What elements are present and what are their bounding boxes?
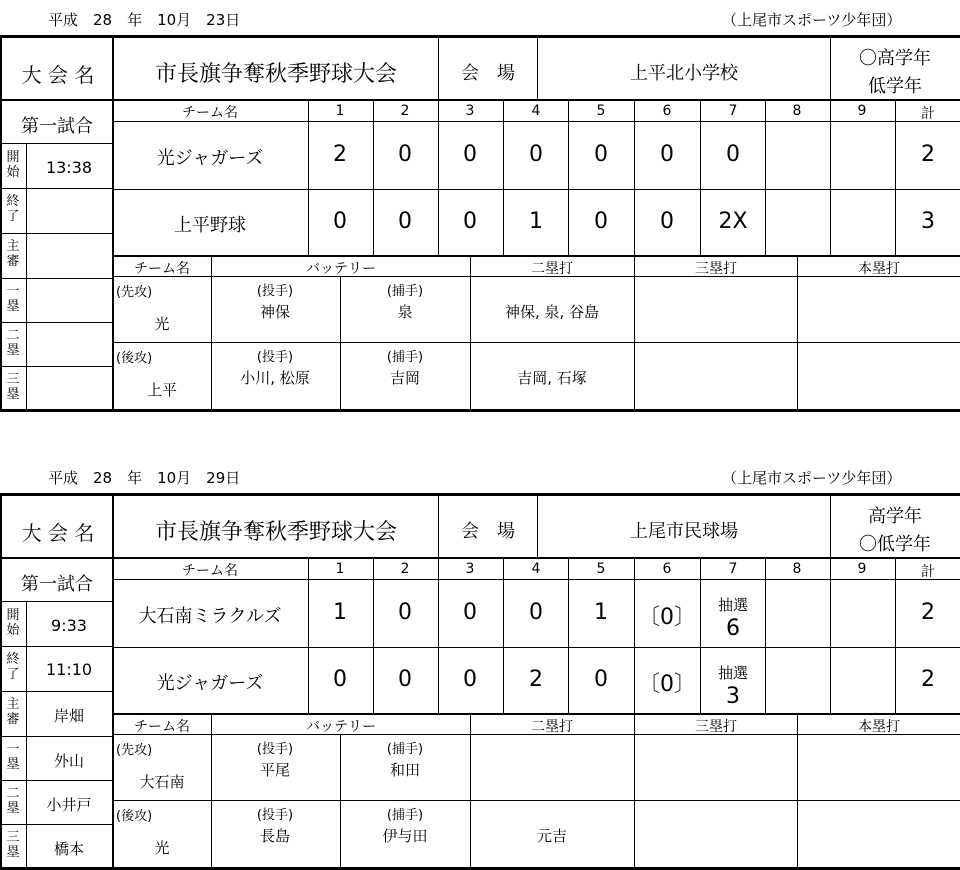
pitcher-names: 神保: [259, 303, 291, 321]
inning-score: 0: [398, 141, 412, 167]
left-sep: [0, 233, 112, 234]
total-header: 計: [921, 564, 935, 580]
lineup-team: 上平: [146, 381, 178, 399]
inning-score: 0: [463, 599, 477, 625]
inning-score: 0: [463, 208, 477, 234]
inning-score: 0: [398, 599, 412, 625]
homers-header: 本塁打: [858, 719, 900, 735]
catcher-names: 吉岡: [389, 369, 421, 387]
left-inner-divider: [26, 601, 27, 868]
lead-label: (先攻): [116, 743, 153, 758]
pitcher-label: (投手): [256, 808, 294, 823]
lineup-team: 光: [154, 839, 170, 857]
score-column-divider: [308, 559, 309, 714]
team-name: 大石南ミラクルズ: [138, 605, 282, 627]
lineup-team: 光: [154, 315, 170, 333]
inning-score: 1: [594, 599, 608, 625]
frame-left: [0, 36, 2, 410]
score-row-divider: [112, 189, 960, 190]
pitcher-names: 長島: [259, 827, 291, 845]
score-column-divider: [568, 559, 569, 714]
score-row-divider: [112, 647, 960, 648]
pitcher-names: 平尾: [259, 761, 291, 779]
detail-divider: [470, 715, 471, 868]
score-column-divider: [308, 101, 309, 256]
score-column-divider: [895, 559, 896, 714]
inning-score: 〔0〕: [638, 671, 696, 697]
score-column-divider: [700, 101, 701, 256]
venue-name: 上平北小学校: [630, 63, 738, 84]
inning-score: 0: [398, 666, 412, 692]
inning-4-header: 4: [531, 103, 541, 119]
inning-score: 0: [594, 141, 608, 167]
doubles-header: 二塁打: [531, 261, 573, 277]
inning-score: 1: [529, 208, 543, 234]
inning-1-header: 1: [335, 561, 345, 577]
follow-label: (後攻): [116, 351, 153, 366]
left-sep: [0, 188, 112, 189]
inning-score: 0: [333, 208, 347, 234]
triples-header: 三塁打: [695, 261, 737, 277]
inning-score: 0: [594, 666, 608, 692]
inning-9-header: 9: [857, 103, 867, 119]
inning-score: 0: [529, 141, 543, 167]
inning-3-header: 3: [465, 103, 475, 119]
left-sep: [0, 736, 112, 737]
inning-score: 0: [660, 208, 674, 234]
second-base-umpire-label: 二塁: [6, 328, 20, 358]
score-column-divider: [830, 101, 831, 256]
catcher-names: 伊与田: [382, 827, 428, 845]
inning-2-header: 2: [400, 561, 410, 577]
follow-label: (後攻): [116, 809, 153, 824]
score-column-divider: [634, 101, 635, 256]
lead-label: (先攻): [116, 285, 153, 300]
left-column-divider: [112, 494, 114, 868]
catcher-names: 泉: [397, 303, 413, 321]
venue-name: 上尾市民球場: [630, 521, 738, 542]
detail-divider: [340, 734, 341, 868]
end-time: 11:10: [45, 660, 93, 679]
start-label: 開始: [6, 150, 20, 180]
inning-score: 2: [529, 666, 543, 692]
doubles-players: 吉岡, 石塚: [517, 369, 587, 387]
start-time: 13:38: [45, 158, 93, 177]
detail-divider: [211, 715, 212, 868]
inning-score: 2X: [718, 208, 748, 234]
game-number-label: 第一試合: [21, 574, 93, 595]
left-sep: [0, 780, 112, 781]
chief-umpire-name: 岸畑: [53, 707, 85, 725]
score-column-divider: [765, 101, 766, 256]
pitcher-label: (投手): [256, 350, 294, 365]
team-name: 光ジャガーズ: [156, 672, 264, 694]
homers-header: 本塁打: [858, 261, 900, 277]
triples-header: 三塁打: [695, 719, 737, 735]
inning-1-header: 1: [335, 103, 345, 119]
end-label: 終了: [6, 194, 20, 224]
chief-umpire-label: 主審: [6, 239, 20, 269]
score-column-divider: [438, 101, 439, 256]
sheet-date: 平成 28 年 10月 29日: [48, 469, 241, 487]
score-column-divider: [568, 101, 569, 256]
title-divider: [830, 36, 831, 100]
inning-score: 0: [463, 666, 477, 692]
inning-score: 0: [398, 208, 412, 234]
detail-row-divider: [112, 800, 960, 801]
left-sep: [0, 646, 112, 647]
title-divider: [830, 494, 831, 558]
left-sep: [0, 278, 112, 279]
venue-label: 会 場: [461, 63, 515, 84]
score-column-divider: [373, 101, 374, 256]
end-label: 終了: [6, 652, 20, 682]
tournament-name: 市長旗争奪秋季野球大会: [154, 62, 398, 87]
total-score: 2: [921, 599, 935, 625]
score-column-divider: [503, 101, 504, 256]
start-label: 開始: [6, 608, 20, 638]
third-base-umpire-label: 三塁: [6, 830, 20, 860]
game-number-label: 第一試合: [21, 116, 93, 137]
first-base-umpire-name: 外山: [53, 752, 85, 770]
detail-divider: [797, 257, 798, 410]
inning-6-header: 6: [662, 561, 672, 577]
title-row-bottom: [0, 99, 960, 101]
title-divider: [537, 36, 538, 100]
third-base-umpire-name: 橋本: [53, 840, 85, 858]
title-divider: [537, 494, 538, 558]
inning-4-header: 4: [531, 561, 541, 577]
score-column-divider: [765, 559, 766, 714]
inning-score: 3: [726, 684, 740, 709]
catcher-label: (捕手): [386, 742, 424, 757]
inning-score: 0: [463, 141, 477, 167]
score-table-bottom: [112, 713, 960, 715]
score-header-bottom: [112, 579, 960, 580]
inning-7-header: 7: [728, 103, 738, 119]
sheet-date: 平成 28 年 10月 23日: [48, 11, 241, 29]
detail-divider: [340, 276, 341, 410]
frame-top: [0, 35, 960, 38]
score-table-bottom: [112, 255, 960, 257]
inning-score: 0: [333, 666, 347, 692]
division-lower: 〇低学年: [859, 534, 931, 555]
inning-8-header: 8: [792, 561, 802, 577]
tournament-label: 大 会 名: [21, 521, 95, 545]
first-base-umpire-label: 一塁: [6, 742, 20, 772]
title-row-bottom: [0, 557, 960, 559]
total-score: 2: [921, 141, 935, 167]
inning-2-header: 2: [400, 103, 410, 119]
left-column-divider: [112, 36, 114, 410]
second-base-umpire-name: 小井戸: [46, 796, 92, 814]
left-sep: [0, 691, 112, 692]
team-name: 上平野球: [174, 214, 246, 236]
detail-divider: [470, 257, 471, 410]
tournament-name: 市長旗争奪秋季野球大会: [154, 520, 398, 545]
lottery-label: 抽選: [717, 664, 749, 682]
title-divider: [438, 36, 439, 100]
total-score: 3: [921, 208, 935, 234]
inning-9-header: 9: [857, 561, 867, 577]
inning-score: 0: [726, 141, 740, 167]
pitcher-label: (投手): [256, 284, 294, 299]
score-column-divider: [438, 559, 439, 714]
inning-7-header: 7: [728, 561, 738, 577]
detail-divider: [634, 257, 635, 410]
score-column-divider: [700, 559, 701, 714]
inning-score: 0: [594, 208, 608, 234]
team-name-header: チーム名: [134, 261, 190, 277]
inning-8-header: 8: [792, 103, 802, 119]
inning-score: 〔0〕: [638, 604, 696, 630]
third-base-umpire-label: 三塁: [6, 372, 20, 402]
pitcher-label: (投手): [256, 742, 294, 757]
inning-score: 6: [726, 616, 740, 641]
venue-label: 会 場: [461, 521, 515, 542]
score-column-divider: [373, 559, 374, 714]
organization-name: （上尾市スポーツ少年団）: [722, 11, 902, 29]
title-divider: [438, 494, 439, 558]
detail-divider: [634, 715, 635, 868]
chief-umpire-label: 主審: [6, 697, 20, 727]
team-name-header: チーム名: [182, 563, 238, 579]
inning-3-header: 3: [465, 561, 475, 577]
score-column-divider: [895, 101, 896, 256]
inning-5-header: 5: [596, 103, 606, 119]
inning-score: 2: [333, 141, 347, 167]
frame-bottom: [0, 409, 960, 412]
catcher-label: (捕手): [386, 808, 424, 823]
detail-divider: [797, 715, 798, 868]
lottery-label: 抽選: [717, 596, 749, 614]
detail-row-divider: [112, 342, 960, 343]
catcher-label: (捕手): [386, 350, 424, 365]
doubles-players: 神保, 泉, 谷島: [504, 303, 600, 321]
total-header: 計: [921, 106, 935, 122]
frame-left: [0, 494, 2, 868]
team-name: 光ジャガーズ: [156, 147, 264, 169]
division-upper: 〇高学年: [859, 48, 931, 69]
start-time: 9:33: [51, 616, 87, 635]
left-sep: [0, 824, 112, 825]
team-name-header: チーム名: [182, 105, 238, 121]
inning-score: 0: [660, 141, 674, 167]
second-base-umpire-label: 二塁: [6, 786, 20, 816]
left-sep: [0, 366, 112, 367]
inning-6-header: 6: [662, 103, 672, 119]
detail-divider: [211, 257, 212, 410]
catcher-label: (捕手): [386, 284, 424, 299]
score-column-divider: [830, 559, 831, 714]
score-column-divider: [503, 559, 504, 714]
organization-name: （上尾市スポーツ少年団）: [722, 469, 902, 487]
score-header-bottom: [112, 121, 960, 122]
left-sep: [0, 143, 112, 144]
battery-header: バッテリー: [306, 719, 376, 735]
inning-5-header: 5: [596, 561, 606, 577]
doubles-players: 元吉: [536, 827, 568, 845]
team-name-header: チーム名: [134, 719, 190, 735]
left-sep: [0, 601, 112, 602]
tournament-label: 大 会 名: [21, 63, 95, 87]
division-upper: 高学年: [868, 506, 922, 527]
first-base-umpire-label: 一塁: [6, 284, 20, 314]
battery-header: バッテリー: [306, 261, 376, 277]
left-inner-divider: [26, 143, 27, 410]
division-lower: 低学年: [868, 76, 922, 97]
doubles-header: 二塁打: [531, 719, 573, 735]
frame-top: [0, 493, 960, 496]
inning-score: 0: [529, 599, 543, 625]
total-score: 2: [921, 666, 935, 692]
pitcher-names: 小川, 松原: [240, 369, 310, 387]
inning-score: 1: [333, 599, 347, 625]
lineup-team: 大石南: [139, 773, 185, 791]
left-sep: [0, 322, 112, 323]
catcher-names: 和田: [389, 761, 421, 779]
score-column-divider: [634, 559, 635, 714]
